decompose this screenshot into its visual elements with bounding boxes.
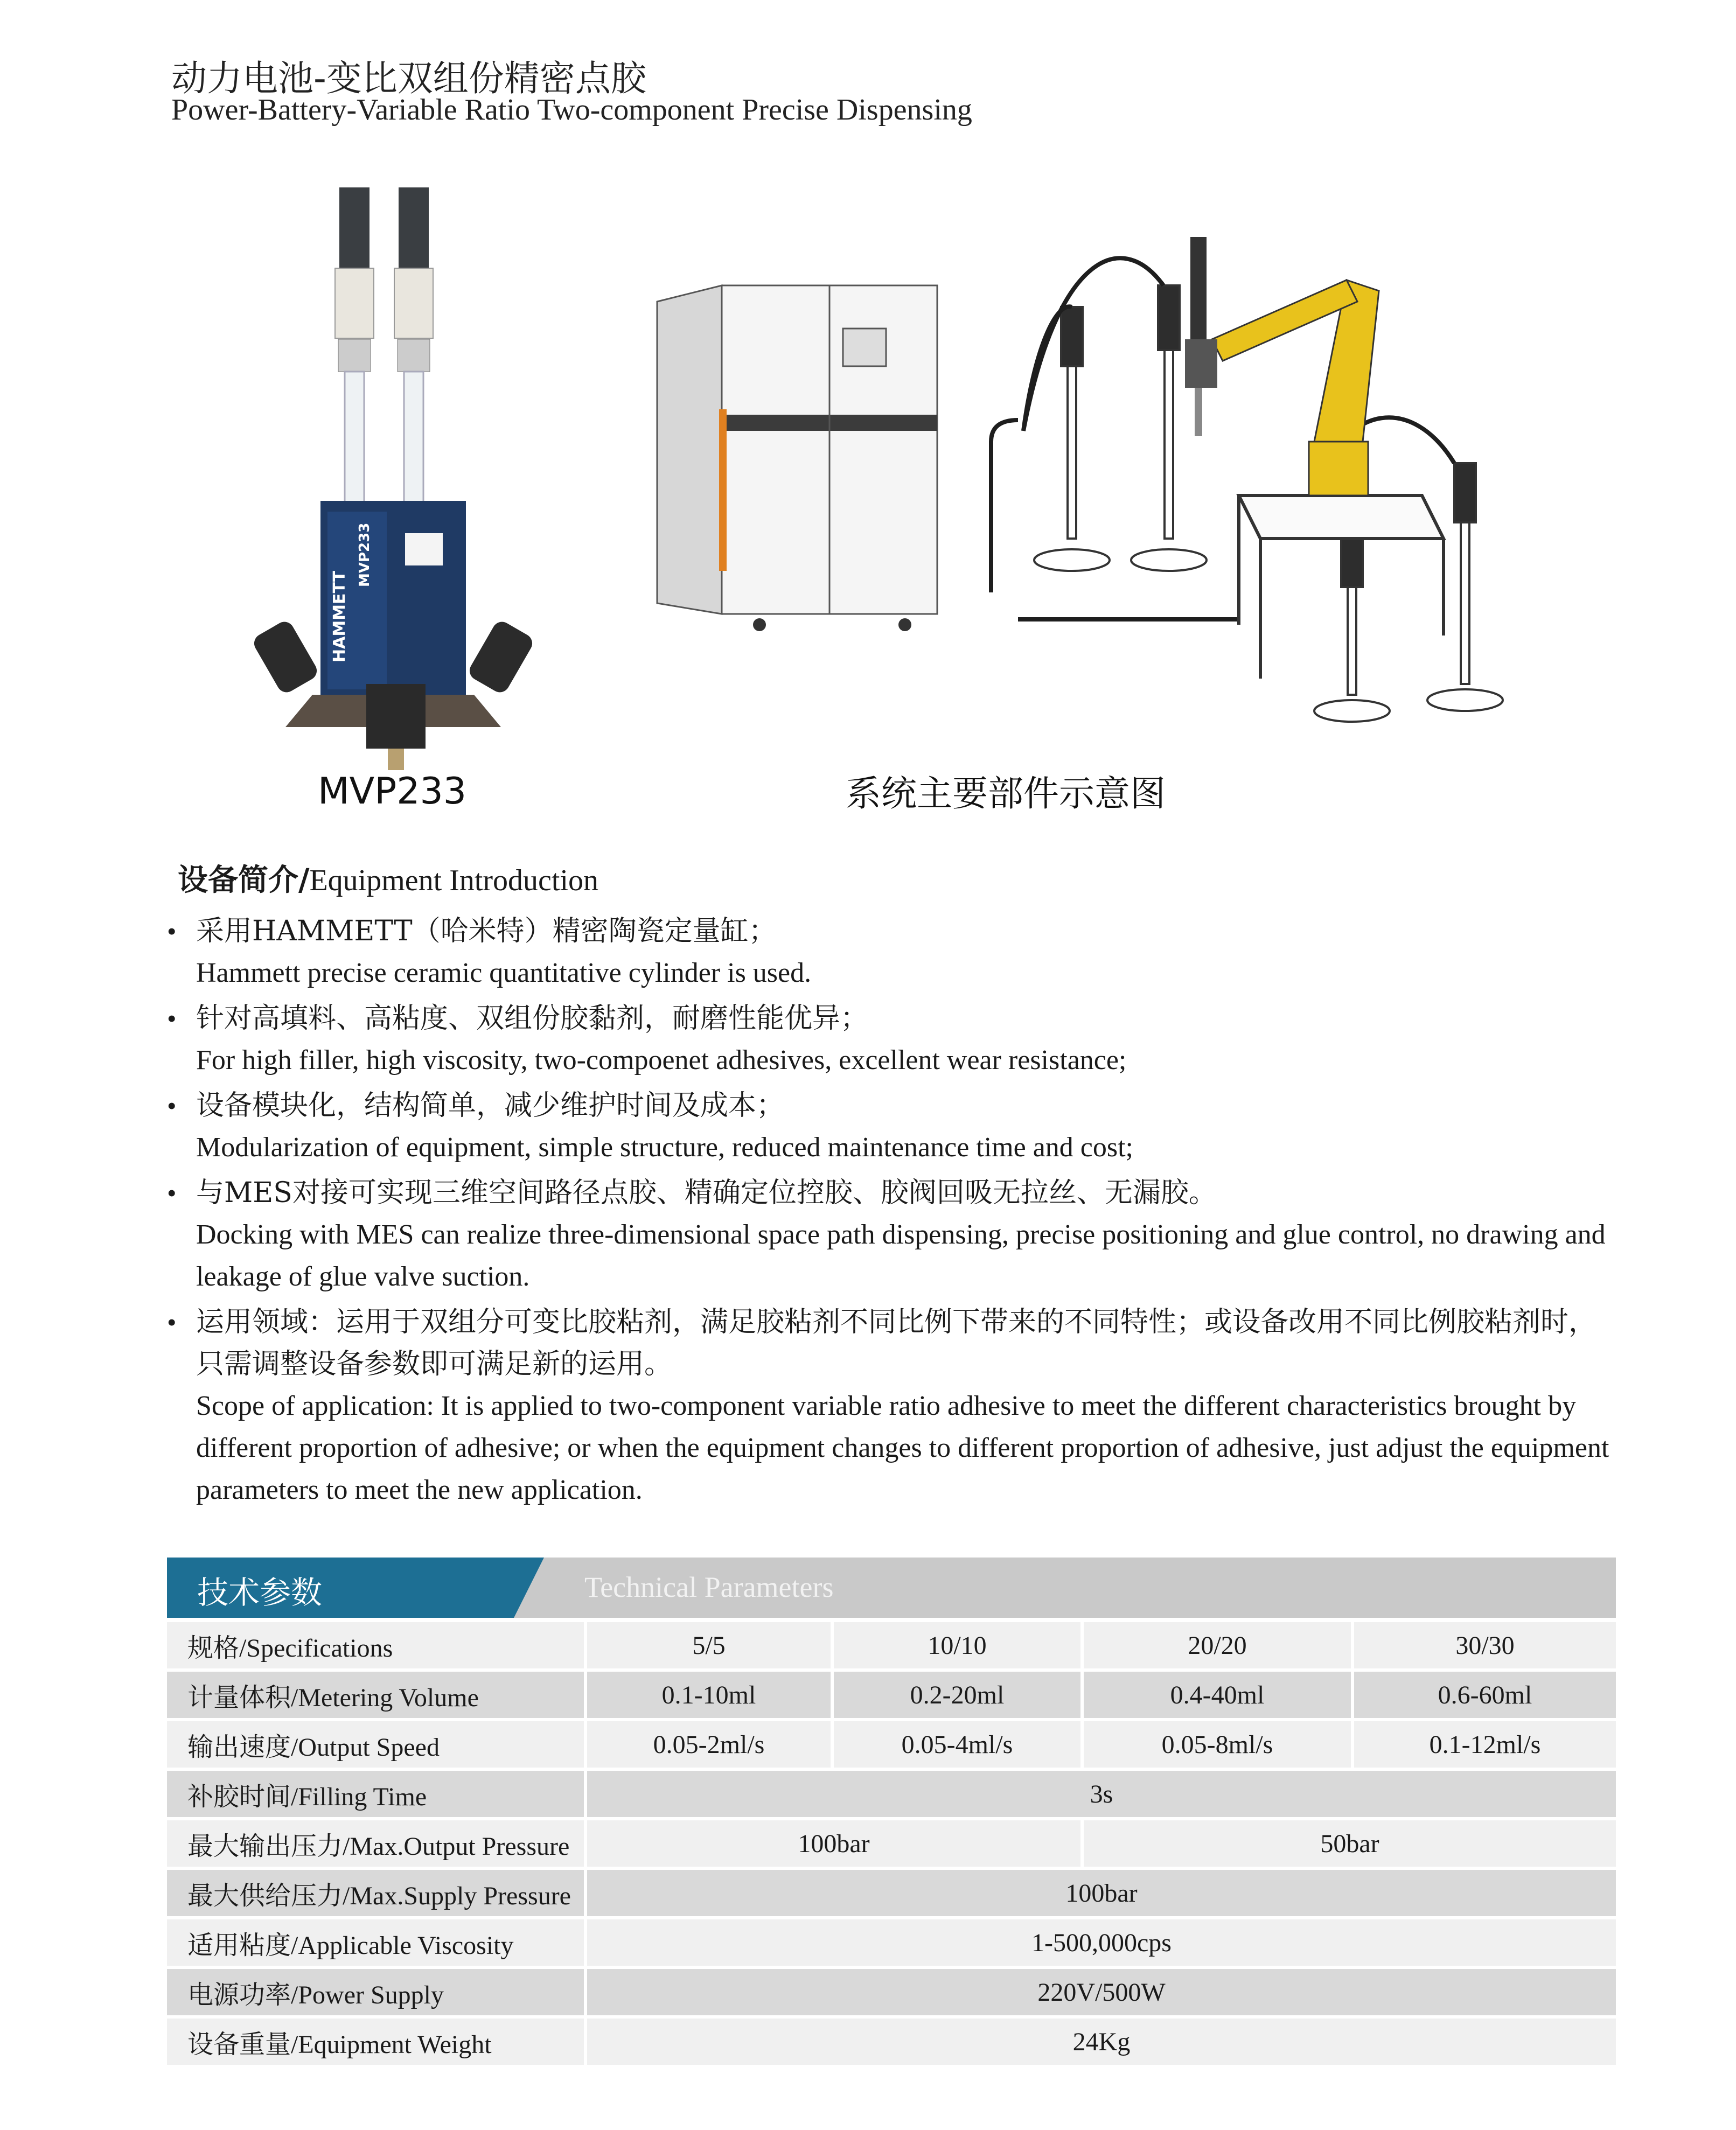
intro-item [167,1085,1621,1169]
bullet: • [167,1307,177,1337]
intro-heading [178,856,598,899]
system-caption: 系统主要部件示意图 [846,773,1166,814]
cell: 30/30 [1354,1622,1616,1668]
intro-item-cn: 采用HAMMETT（哈米特）精密陶瓷定量缸； [196,915,777,947]
cell: 3s [587,1771,1616,1817]
intro-item-en: Scope of application: It is applied to two-component variable ratio adhesive to meet the different characteristics brought by different proportion of adhesive; or when the equipment changes to different proportion of adhesive, just adjust the equipment parameters to meet the new application. [196,1391,1609,1505]
cell: 0.2-20ml [834,1672,1080,1718]
model-label: MVP233 [357,522,373,587]
intro-item [167,1301,1621,1511]
intro-item [167,997,1621,1081]
cell: 0.05-8ml/s [1084,1721,1351,1768]
row-label: 补胶时间/Filling Time [167,1771,584,1817]
intro-heading-en: Equipment Introduction [309,864,599,897]
cell: 100bar [587,1820,1080,1867]
row-label: 电源功率/Power Supply [167,1969,584,2015]
bullet: • [167,1091,177,1121]
cell: 0.05-4ml/s [834,1721,1080,1768]
intro-item-cn: 针对高填料、高粘度、双组份胶黏剂，耐磨性能优异； [196,1002,869,1035]
cell: 220V/500W [587,1969,1616,2015]
intro-item-cn: 设备模块化，结构简单，减少维护时间及成本； [196,1090,785,1122]
intro-heading-cn: 设备简介/ [178,863,310,898]
intro-item-cn: 运用领域：运用于双组分可变比胶粘剂，满足胶粘剂不同比例下带来的不同特性；或设备改用不同比例胶粘剂时，只需调整设备参数即可满足新的运用。 [196,1306,1597,1380]
table-row [167,1622,1616,1668]
intro-item [167,910,1621,994]
cell: 0.1-12ml/s [1354,1721,1616,1768]
table-row [167,1771,1616,1817]
cell: 0.4-40ml [1084,1672,1351,1718]
table-header-cn: 技术参数 [197,1574,323,1611]
row-label: 设备重量/Equipment Weight [167,2019,584,2065]
mixing-head [366,684,426,749]
intro-item-en: Docking with MES can realize three-dimensional space path dispensing, precise positioning and glue control, no drawing and leakage of glue valve suction. [196,1219,1606,1292]
table-row [167,1672,1616,1718]
row-label: 适用粘度/Applicable Viscosity [167,1919,584,1966]
intro-list [167,910,1621,1514]
cell: 0.1-10ml [587,1672,831,1718]
table-row [167,1969,1616,2015]
row-label: 最大供给压力/Max.Supply Pressure [167,1870,584,1916]
cell: 10/10 [834,1622,1080,1668]
page-title-en: Power-Battery-Variable Ratio Two-component Precise Dispensing [171,93,972,127]
control-cabinet [657,285,937,631]
cell: 24Kg [587,2019,1616,2065]
cylinder-right [394,187,433,549]
valve-left [250,618,320,696]
intro-item-cn: 与MES对接可实现三维空间路径点胶、精确定位控胶、胶阀回吸无拉丝、无漏胶。 [196,1177,1217,1209]
robot-arm [1185,237,1379,495]
brand-label: HAMMETT [330,570,349,662]
page-title-cn: 动力电池-变比双组份精密点胶 [171,58,646,99]
cell: 1-500,000cps [587,1919,1616,1966]
row-label: 输出速度/Output Speed [167,1721,584,1768]
cell: 50bar [1084,1820,1616,1867]
cell: 0.05-2ml/s [587,1721,831,1768]
table-header-en: Technical Parameters [584,1571,834,1603]
table-row [167,1919,1616,1966]
table-row [167,1721,1616,1768]
cell: 0.6-60ml [1354,1672,1616,1718]
row-label: 计量体积/Metering Volume [167,1672,584,1718]
intro-item [167,1172,1621,1298]
cell: 20/20 [1084,1622,1351,1668]
intro-item-en: For high filler, high viscosity, two-compoenet adhesives, excellent wear resistance; [196,1045,1127,1076]
valve-right [466,618,535,696]
bullet: • [167,916,177,946]
row-label: 规格/Specifications [167,1622,584,1668]
product-caption: MVP233 [318,770,466,813]
table-row [167,1870,1616,1916]
cylinder-left [335,187,374,549]
row-label: 最大输出压力/Max.Output Pressure [167,1820,584,1867]
bullet: • [167,1178,177,1208]
table-header [167,1558,1616,1618]
cell: 100bar [587,1870,1616,1916]
intro-item-en: Hammett precise ceramic quantitative cylinder is used. [196,958,812,988]
cell: 5/5 [587,1622,831,1668]
intro-item-en: Modularization of equipment, simple structure, reduced maintenance time and cost; [196,1132,1133,1163]
table-row [167,2019,1616,2065]
table-row [167,1820,1616,1867]
product-illustration [232,178,582,776]
bullet: • [167,1003,177,1033]
system-illustration [646,215,1519,776]
